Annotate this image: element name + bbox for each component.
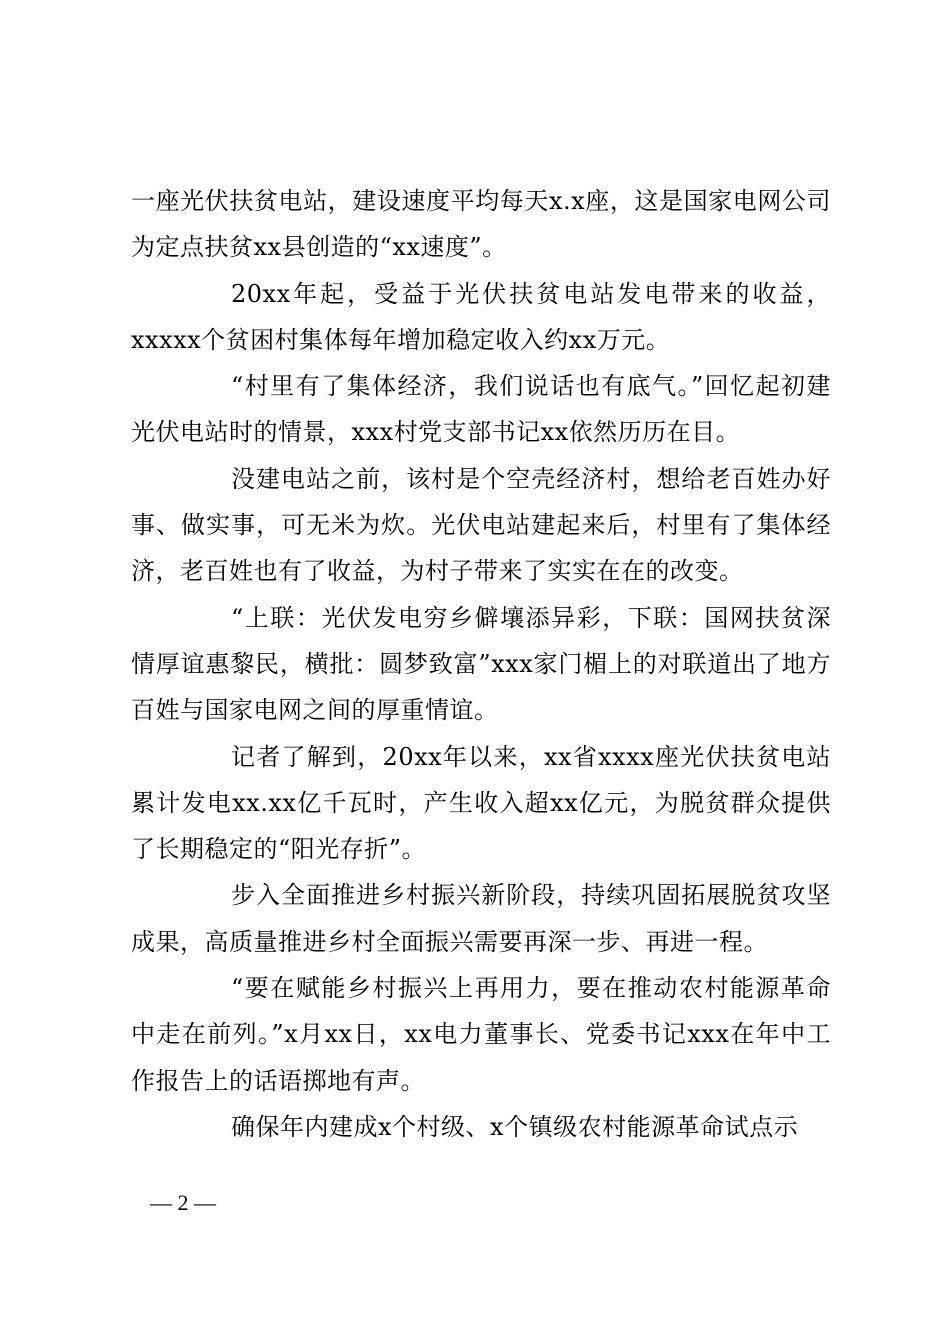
body-text: [131, 178, 831, 1150]
paragraph-4: 没建电站之前，该村是个空壳经济村，想给老百姓办好事、做实事，可无米为炊。光伏电站建起来后，村里有了集体经济，老百姓也有了收益，为村子带来了实实在在的改变。: [131, 464, 831, 586]
paragraph-1: 一座光伏扶贫电站，建设速度平均每天x.x座，这是国家电网公司为定点扶贫xx县创造的“xx速度”。: [131, 187, 831, 262]
paragraph-8: “要在赋能乡村振兴上再用力，要在推动农村能源革命中走在前列。”x月xx日，xx电力董事长、党委书记xxx在年中工作报告上的话语掷地有声。: [131, 974, 831, 1095]
paragraph-9: 确保年内建成x个村级、x个镇级农村能源革命试点示: [231, 1112, 799, 1141]
paragraph-7: 步入全面推进乡村振兴新阶段，持续巩固拓展脱贫攻坚成果，高质量推进乡村全面振兴需要再深一步、再进一程。: [131, 881, 831, 956]
paragraph-2: 20xx年起，受益于光伏扶贫电站发电带来的收益，xxxxx个贫困村集体每年增加稳定收入约xx万元。: [131, 279, 831, 354]
page-number: — 2 —: [150, 1190, 216, 1215]
paragraph-5: “上联：光伏发电穷乡僻壤添异彩，下联：国网扶贫深情厚谊惠黎民，横批：圆梦致富”xxx家门楣上的对联道出了地方百姓与国家电网之间的厚重情谊。: [131, 603, 831, 725]
paragraph-6: 记者了解到，20xx年以来，xx省xxxx座光伏扶贫电站累计发电xx.xx亿千瓦时，产生收入超xx亿元，为脱贫群众提供了长期稳定的“阳光存折”。: [131, 742, 831, 864]
paragraph-3: “村里有了集体经济，我们说话也有底气。”回忆起初建光伏电站时的情景，xxx村党支部书记xx依然历历在目。: [131, 372, 831, 447]
